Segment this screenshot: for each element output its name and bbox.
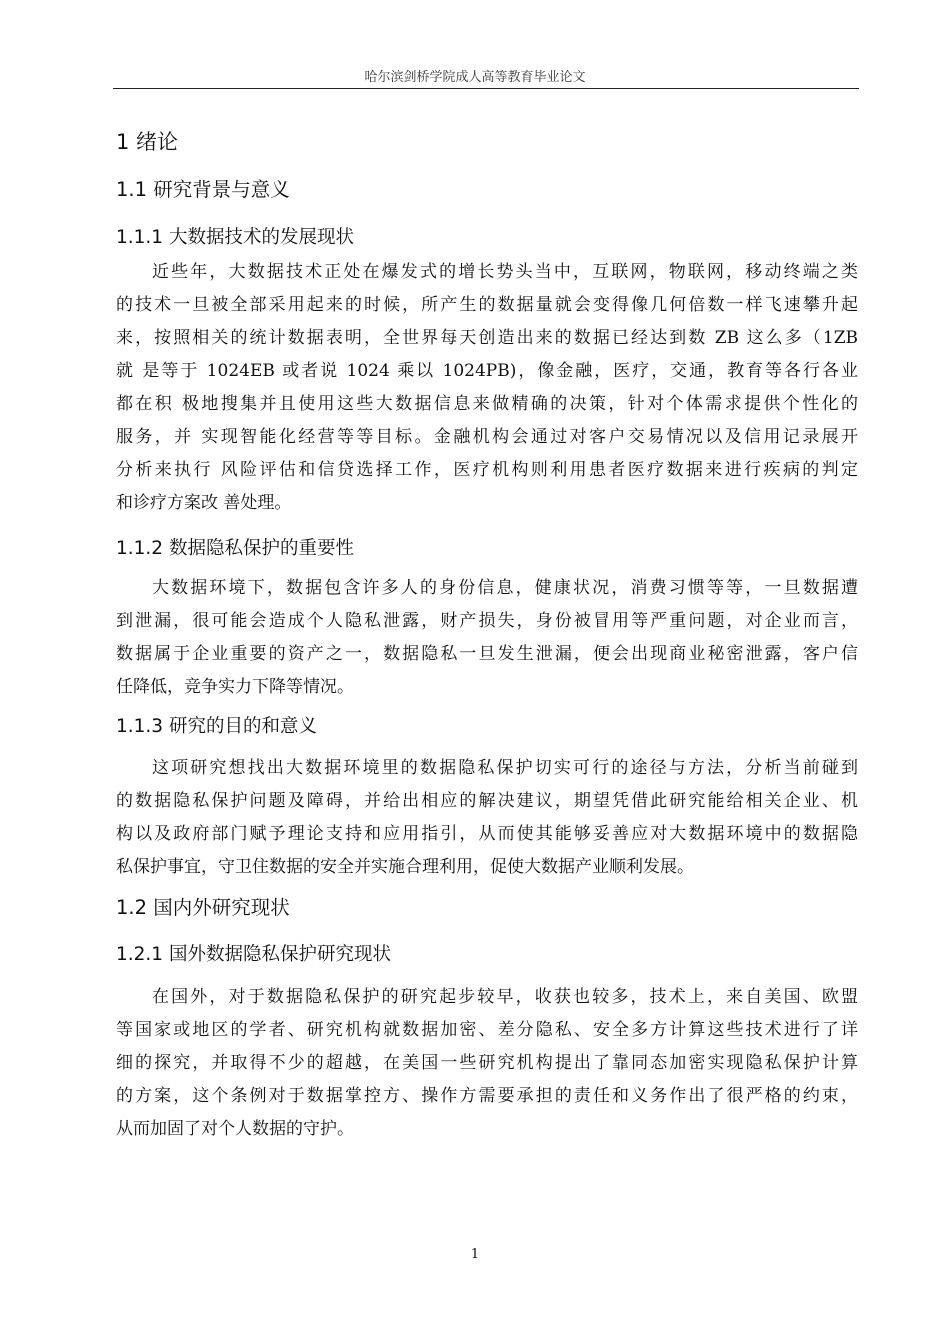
text-line: 大数据环境下，数据包含许多人的身份信息，健康状况，消费习惯等等，一旦数据遭 — [152, 578, 858, 598]
text-line: 细的探究，并取得不少的超越，在美国一些研究机构提出了靠同态加密实现隐私保护计算 — [116, 1053, 858, 1073]
text-line: 的技术一旦被全部采用起来的时候，所产生的数据量就会变得像几何倍数一样飞速攀升起 — [116, 295, 858, 315]
text-line: 分析来执行 风险评估和信贷选择工作，医疗机构则利用患者医疗数据来进行疾病的判定 — [116, 460, 858, 480]
text-line: 到泄漏，很可能会造成个人隐私泄露，财产损失，身份被冒用等严重问题，对企业而言， — [116, 611, 858, 631]
paragraph-foreign-research — [116, 981, 858, 1146]
paragraph-big-data-status — [116, 256, 858, 520]
subsection-heading-1-1-1: 1.1.1 大数据技术的发展现状 — [116, 227, 354, 248]
text-line: 服务，并 实现智能化经营等等目标。金融机构会通过对客户交易情况以及信用记录展开 — [116, 427, 858, 447]
text-line: 私保护事宜，守卫住数据的安全并实施合理利用，促使大数据产业顺利发展。 — [116, 857, 694, 877]
chapter-heading: 1 绪论 — [116, 130, 179, 154]
subsection-heading-1-1-2: 1.1.2 数据隐私保护的重要性 — [116, 538, 354, 559]
text-line: 和诊疗方案改 善处理。 — [116, 493, 292, 513]
text-line: 等国家或地区的学者、研究机构就数据加密、差分隐私、安全多方计算这些技术进行了详 — [116, 1020, 858, 1040]
page-number: 1 — [470, 1247, 480, 1262]
section-heading-1-2: 1.2 国内外研究现状 — [116, 896, 290, 919]
paragraph-privacy-importance — [116, 572, 858, 704]
text-line: 来，按照相关的统计数据表明，全世界每天创造出来的数据已经达到数 ZB 这么多（1ZB — [116, 328, 858, 348]
header-rule — [113, 88, 859, 89]
text-line: 这项研究想找出大数据环境里的数据隐私保护切实可行的途径与方法，分析当前碰到 — [152, 758, 858, 778]
paragraph-research-purpose — [116, 752, 858, 884]
text-line: 就 是等于 1024EB 或者说 1024 乘以 1024PB)，像金融，医疗，交通，教育等各行各业 — [116, 361, 858, 381]
text-line: 的数据隐私保护问题及障碍，并给出相应的解决建议，期望凭借此研究能给相关企业、机 — [116, 791, 858, 811]
text-line: 都在积 极地搜集并且使用这些大数据信息来做精确的决策，针对个体需求提供个性化的 — [116, 394, 858, 414]
text-line: 的方案，这个条例对于数据掌控方、操作方需要承担的责任和义务作出了很严格的约束， — [116, 1086, 858, 1106]
text-line: 数据属于企业重要的资产之一，数据隐私一旦发生泄漏，便会出现商业秘密泄露，客户信 — [116, 644, 858, 664]
subsection-heading-1-1-3: 1.1.3 研究的目的和意义 — [116, 716, 317, 737]
text-line: 在国外，对于数据隐私保护的研究起步较早，收获也较多，技术上，来自美国、欧盟 — [152, 987, 858, 1007]
running-header: 哈尔滨剑桥学院成人高等教育毕业论文 — [364, 70, 586, 85]
section-heading-1-1: 1.1 研究背景与意义 — [116, 178, 290, 201]
text-line: 构以及政府部门赋予理论支持和应用指引，从而使其能够妥善应对大数据环境中的数据隐 — [116, 824, 858, 844]
subsection-heading-1-2-1: 1.2.1 国外数据隐私保护研究现状 — [116, 944, 391, 965]
text-line: 从而加固了对个人数据的守护。 — [116, 1119, 354, 1139]
text-line: 任降低，竞争实力下降等情况。 — [116, 677, 354, 697]
text-line: 近些年，大数据技术正处在爆发式的增长势头当中，互联网，物联网，移动终端之类 — [152, 262, 858, 282]
